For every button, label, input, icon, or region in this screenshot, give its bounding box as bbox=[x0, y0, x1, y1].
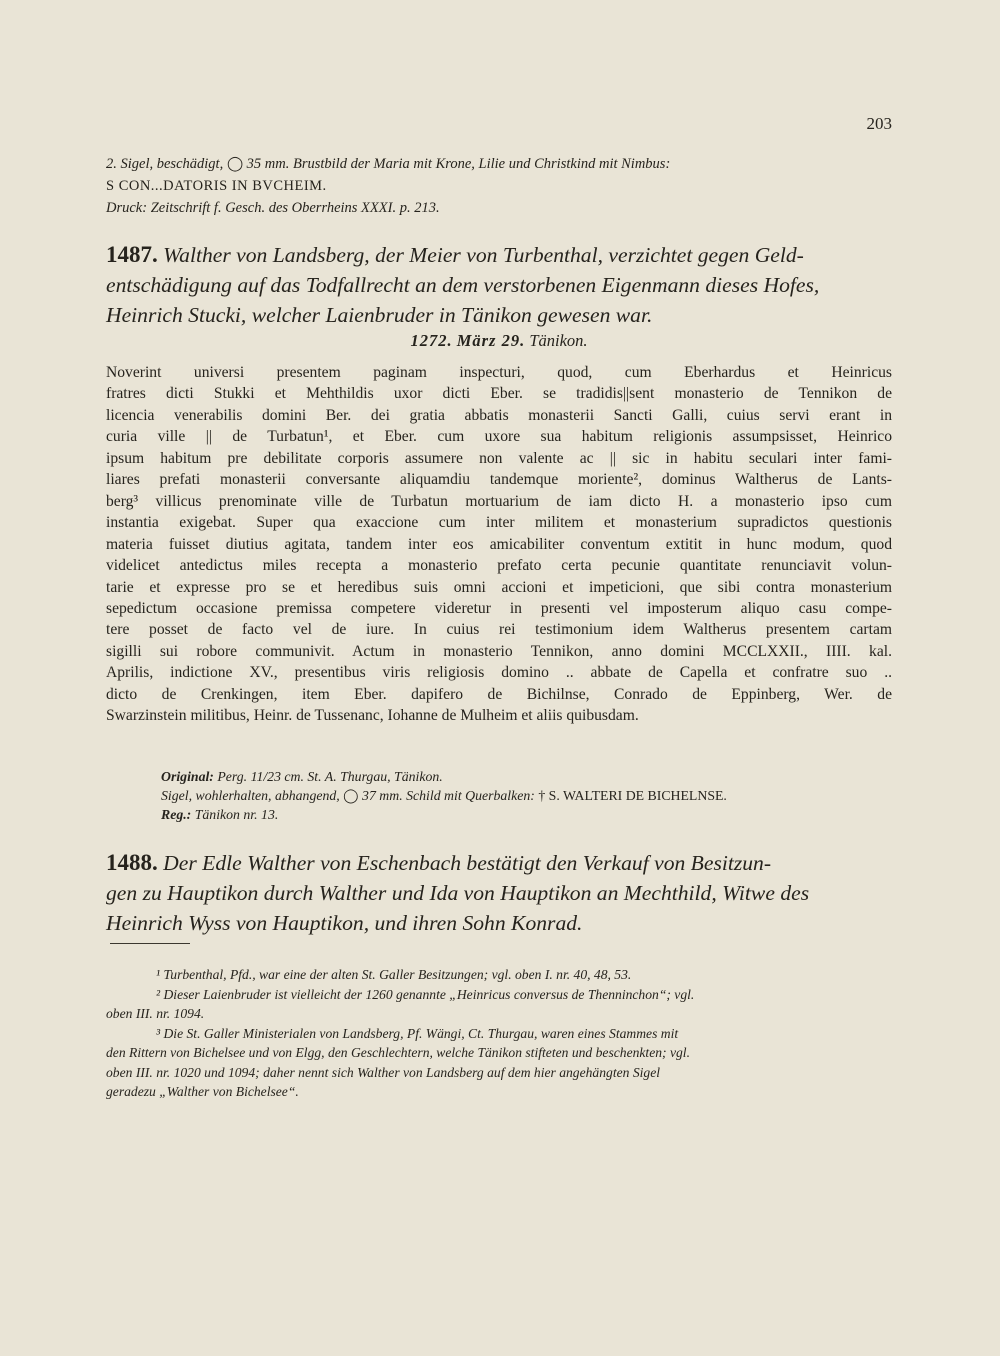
footnote-line: Die St. Galler Ministerialen von Landsberg, Pf. Wängi, Ct. Thurgau, waren eines Stammes mit bbox=[163, 1025, 679, 1041]
seal-legend: † S. WALTERI DE BICHELNSE. bbox=[538, 788, 727, 803]
body-line: tarie et expresse pro se et heredibus suis omni accioni et impeticioni, que sibi contra monasterium bbox=[106, 578, 892, 596]
footnote-separator bbox=[110, 943, 190, 944]
original-text: Perg. 11/23 cm. St. A. Thurgau, Tänikon. bbox=[217, 769, 443, 784]
body-line: fratres dicti Stukki et Mehthildis uxor dicti Eber. se tradidis||sent monasterio de Tennikon de bbox=[106, 385, 892, 403]
footnote-mark: ³ bbox=[156, 1025, 161, 1041]
body-line: dicto de Crenkingen, item Eber. dapifero de Bichilnse, Conrado de Eppinberg, Wer. de bbox=[106, 685, 892, 703]
title-line: Walther von Landsberg, der Meier von Turbenthal, verzichtet gegen Geld- bbox=[163, 243, 804, 267]
seal-note-print: Druck: Zeitschrift f. Gesch. des Oberrheins XXXI. p. 213. bbox=[106, 200, 440, 216]
body-line: sigilli sui robore communivit. Actum in monasterio Tennikon, anno domini MCCLXXII., IIII. kal. bbox=[106, 642, 892, 660]
footnote-mark: ² bbox=[156, 986, 161, 1002]
document-1488-title bbox=[106, 848, 892, 938]
dateline bbox=[106, 331, 892, 351]
footnote-line: geradezu „Walther von Bichelsee“. bbox=[106, 1084, 299, 1099]
charter-text bbox=[106, 362, 892, 727]
footnote-line: Dieser Laienbruder ist vielleicht der 1260 genannte „Heinricus conversus de Thenninchon“; vgl. bbox=[163, 986, 695, 1002]
footnotes bbox=[106, 965, 892, 1102]
title-line: Heinrich Wyss von Hauptikon, und ihren Sohn Konrad. bbox=[106, 911, 583, 935]
seal-note-legend: S CON...DATORIS IN BVCHEIM. bbox=[106, 178, 327, 194]
footnote-line: oben III. nr. 1020 und 1094; daher nennt sich Walther von Landsberg auf dem hier angehängten Sigel bbox=[106, 1064, 661, 1080]
title-line: gen zu Hauptikon durch Walther und Ida von Hauptikon an Mechthild, Witwe des bbox=[106, 881, 810, 905]
footnote-2 bbox=[106, 985, 892, 1005]
body-line: Swarzinstein militibus, Heinr. de Tussenanc, Iohanne de Mulheim et aliis quibusdam. bbox=[106, 707, 639, 725]
footnote-1 bbox=[106, 965, 892, 985]
body-line: sepedictum occasione premissa competere videretur in presenti vel imposterum aliquo casu compe- bbox=[106, 599, 892, 617]
reg-label: Reg.: bbox=[161, 807, 192, 822]
footnote-mark: ¹ bbox=[156, 967, 161, 982]
document-number: 1488. bbox=[106, 850, 158, 875]
date-day: März 29. bbox=[456, 331, 526, 350]
body-line: ipsum habitum pre debilitate corporis assumere non valente ac || sic in habitu seculari inter fami- bbox=[106, 449, 892, 467]
original-label: Original: bbox=[161, 769, 214, 784]
seal-note-line: 2. Sigel, beschädigt, ◯ 35 mm. Brustbild der Maria mit Krone, Lilie und Christkind mit Nimbus: bbox=[106, 156, 671, 172]
seal-description: Sigel, wohlerhalten, abhangend, ◯ 37 mm. Schild mit Querbalken: bbox=[161, 788, 535, 803]
date-year: 1272. bbox=[410, 331, 453, 350]
footnote-3 bbox=[106, 1024, 892, 1044]
date-place: Tänikon. bbox=[529, 331, 588, 350]
title-line: Der Edle Walther von Eschenbach bestätigt den Verkauf von Besitzun- bbox=[163, 851, 772, 875]
seal-note bbox=[106, 153, 892, 219]
body-line: tere posset de facto vel de iure. In cuius rei testimonium idem Waltherus presentem cartam bbox=[106, 621, 892, 639]
page-number: 203 bbox=[866, 114, 892, 133]
body-line: curia ville || de Turbatun¹, et Eber. cum uxore sua habitum religionis assumpsisset, Heinrico bbox=[106, 428, 892, 446]
title-line: entschädigung auf das Todfallrecht an dem verstorbenen Eigenmann dieses Hofes, bbox=[106, 273, 820, 297]
title-line: Heinrich Stucki, welcher Laienbruder in Tänikon gewesen war. bbox=[106, 303, 653, 327]
body-line: liares prefati monasterii conversante aliquamdiu tandemque moriente², dominus Waltherus de Lants- bbox=[106, 471, 892, 489]
body-line: berg³ villicus prenominate ville de Turbatun mortuarium de iam dicto H. a monasterio ipso cum bbox=[106, 492, 892, 510]
footnote-line: oben III. nr. 1094. bbox=[106, 1006, 205, 1021]
footnote-line: den Rittern von Bichelsee und von Elgg, den Geschlechtern, welche Tänikon stifteten und beschenkten; vgl. bbox=[106, 1045, 690, 1060]
source-notes bbox=[161, 767, 901, 824]
reg-text: Tänikon nr. 13. bbox=[194, 807, 279, 822]
body-line: materia fuisset diutius agitata, tandem inter eos amicabiliter conventum extitit in hunc modum, quod bbox=[106, 535, 892, 553]
footnote-line: Turbenthal, Pfd., war eine der alten St. Galler Besitzungen; vgl. oben I. nr. 40, 48, 53. bbox=[163, 967, 632, 982]
body-line: Aprilis, indictione XV., presentibus viris religiosis domino .. abbate de Capella et confratre suo .. bbox=[106, 664, 892, 682]
document-number: 1487. bbox=[106, 242, 158, 267]
body-line: Noverint universi presentem paginam inspecturi, quod, cum Eberhardus et Heinricus bbox=[106, 364, 892, 381]
document-1487-title bbox=[106, 240, 892, 330]
body-line: licencia venerabilis domini Ber. dei gratia abbatis monasterii Sancti Galli, cuius servi erant in bbox=[106, 406, 892, 424]
body-line: videlicet antedictus miles recepta a monasterio prefato certa pecunie quantitate renunciavit volun- bbox=[106, 557, 892, 575]
body-line: instantia exigebat. Super qua exaccione cum inter militem et monasterium supradictos questionis bbox=[106, 514, 892, 532]
